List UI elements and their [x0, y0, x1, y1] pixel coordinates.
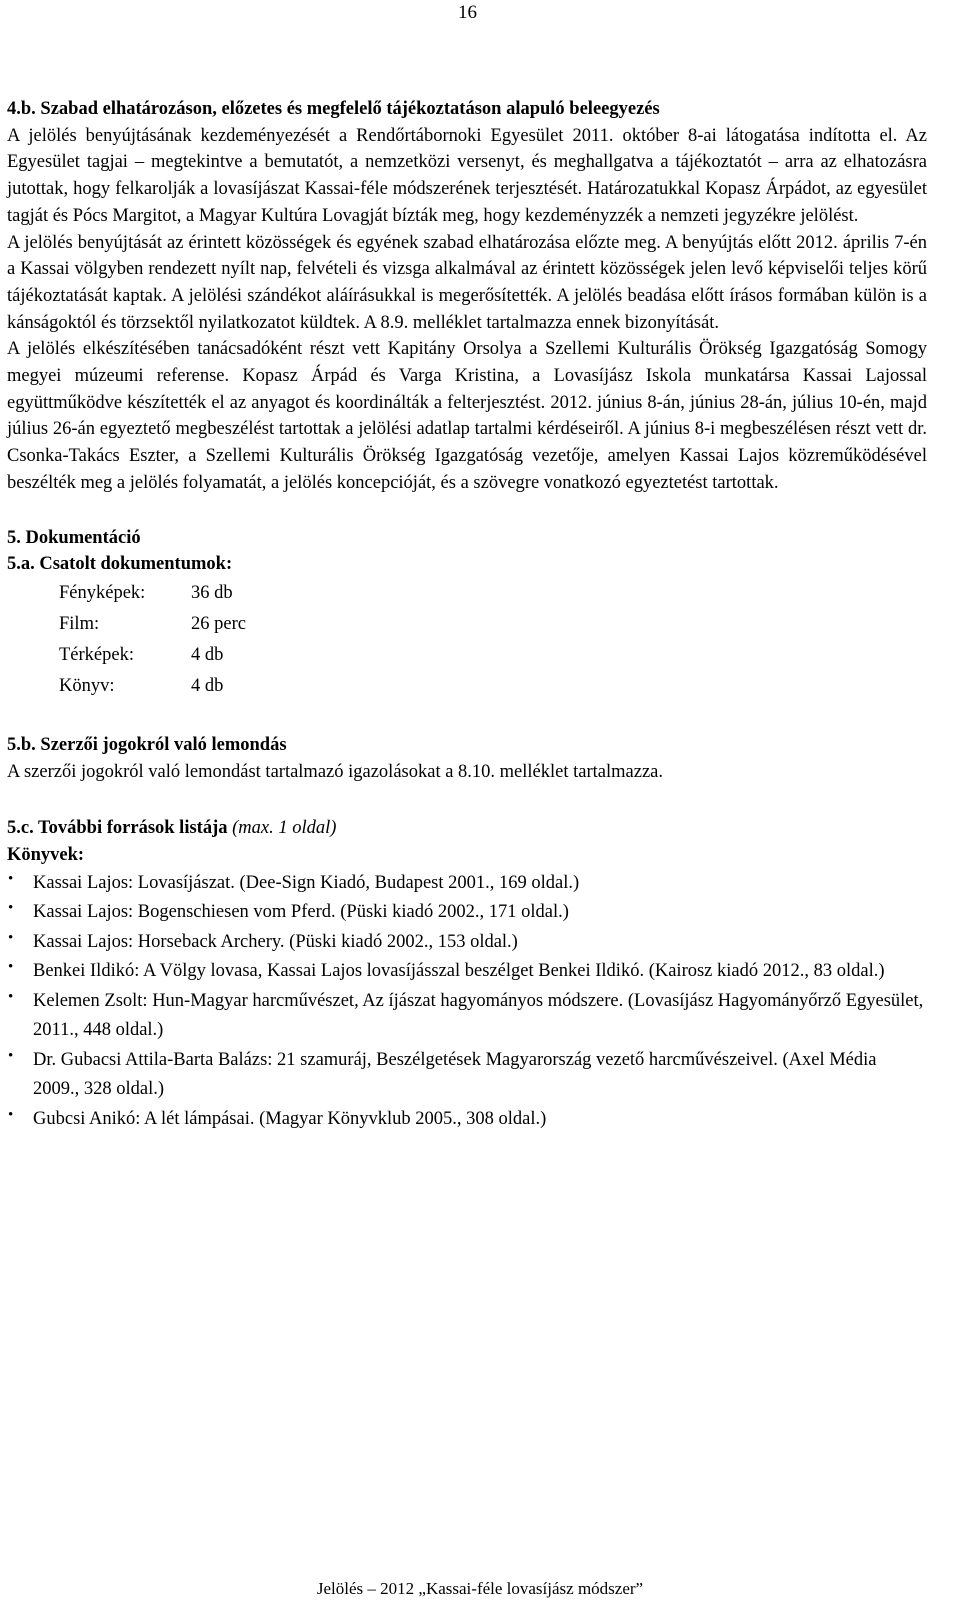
- list-item: [7, 898, 927, 928]
- section-5a-heading: 5.a. Csatolt dokumentumok:: [7, 554, 233, 575]
- bullet-icon: •: [8, 1106, 14, 1123]
- section-4b-paragraph-2: A jelölés benyújtását az érintett közösségek és egyének szabad elhatározása előzte meg. A benyújtás előtt 2012. április 7-én a Kassai völgyben rendezett nyílt nap, felvételi és vizsga alkalmával az érintett közösségek jelen levő képviselői teljes körű tájékoztatását kaptak. A jelölési szándékot aláírásukkal is megerősítették. A jelölés beadása előtt írásos formában külön is a kánságoktól és törzsektől nyilatkozatot küldtek. A 8.9. melléklet tartalmazza ennek bizonyítását.: [7, 232, 927, 333]
- book-entry: Kassai Lajos: Horseback Archery. (Püski kiadó 2002., 153 oldal.): [33, 931, 518, 952]
- books-list: [7, 869, 927, 1135]
- section-5-heading: 5. Dokumentáció: [7, 527, 141, 548]
- bullet-icon: •: [8, 1047, 14, 1064]
- document-label: Fényképek:: [59, 583, 146, 604]
- document-row: [59, 640, 927, 671]
- list-item: [7, 987, 927, 1046]
- document-value: 4 db: [191, 645, 224, 666]
- section-4b-paragraph-3: A jelölés elkészítésében tanácsadóként részt vett Kapitány Orsolya a Szellemi Kulturális Örökség Igazgatóság Somogy megyei múzeumi referense. Kopasz Árpád és Varga Kristina, a Lovasíjász Iskola munkatársa Kassai Lajossal együttműködve készítették el az anyagot és koordinálták a felterjesztést. 2012. június 8-án, június 28-án, július 10-én, majd július 26-án egyeztető megbeszélést tartottak a jelölési adatlap tartalmi kérdéseiről. A június 8-i megbeszélésen részt vett dr. Csonka-Takács Eszter, a Szellemi Kulturális Örökség Igazgatóság vezetője, amelyen Kassai Lajos közreműködésével beszélték meg a jelölés folyamatát, a jelölés koncepcióját, és a szövegre vonatkozó egyeztetést tartottak.: [7, 339, 927, 493]
- document-label: Könyv:: [59, 676, 115, 697]
- bullet-icon: •: [8, 900, 14, 917]
- list-item: [7, 1046, 927, 1105]
- list-item: [7, 957, 927, 987]
- book-entry: Kassai Lajos: Lovasíjászat. (Dee-Sign Kiadó, Budapest 2001., 169 oldal.): [33, 872, 580, 893]
- list-item: [7, 1105, 927, 1135]
- bullet-icon: •: [8, 988, 14, 1005]
- attached-documents-list: [59, 578, 927, 702]
- document-value: 4 db: [191, 676, 224, 697]
- spacer: [7, 497, 927, 525]
- book-entry: Gubcsi Anikó: A lét lámpásai. (Magyar Könyvklub 2005., 308 oldal.): [33, 1108, 547, 1129]
- section-5c-heading: [7, 815, 927, 842]
- bullet-icon: •: [8, 870, 14, 887]
- section-5c-note: (max. 1 oldal): [232, 818, 337, 839]
- book-entry: Benkei Ildikó: A Völgy lovasa, Kassai Lajos lovasíjásszal beszélget Benkei Ildikó. (Kairosz kiadó 2012., 83 oldal.): [33, 961, 885, 982]
- section-5b-heading: 5.b. Szerzői jogokról való lemondás: [7, 734, 287, 755]
- page-content: [7, 96, 927, 1134]
- section-4b-paragraph-1: A jelölés benyújtásának kezdeményezését a Rendőrtábornoki Egyesület 2011. október 8-ai látogatása indította el. Az Egyesület tagjai – megtekintve a bemutatót, a nemzetközi versenyt, és meghallgatva a tájékoztatót – arra az elhatozásra jutottak, hogy felkarolják a lovasíjászat Kassai-féle módszerének terjesztését. Határozatukkal Kopasz Árpádot, az egyesület tagját és Pócs Margitot, a Magyar Kultúra Lovagját bízták meg, hogy kezdeményzzék a nemzeti jegyzékre jelölést.: [7, 125, 927, 226]
- list-item: [7, 928, 927, 958]
- book-entry: Kelemen Zsolt: Hun-Magyar harcművészet, Az íjászat hagyományos módszere. (Lovasíjász Hagyományőrző Egyesület, 2011., 448 oldal.): [33, 990, 924, 1041]
- spacer: [7, 702, 927, 732]
- document-value: 26 perc: [191, 614, 246, 635]
- spacer: [7, 785, 927, 815]
- section-4b-heading: 4.b. Szabad elhatározáson, előzetes és megfelelő tájékoztatáson alapuló beleegyezés: [7, 99, 660, 119]
- bullet-icon: •: [8, 929, 14, 946]
- section-5b-text: A szerzői jogokról való lemondást tartalmazó igazolásokat a 8.10. melléklet tartalmazza.: [7, 761, 663, 782]
- books-heading: Könyvek:: [7, 845, 85, 866]
- page-footer: Jelölés – 2012 „Kassai-féle lovasíjász módszer”: [316, 1579, 644, 1598]
- document-label: Térképek:: [59, 645, 134, 666]
- section-5c-title: 5.c. További források listája: [7, 818, 228, 839]
- bullet-icon: •: [8, 959, 14, 976]
- list-item: [7, 869, 927, 899]
- page-number: 16: [458, 2, 477, 23]
- book-entry: Dr. Gubacsi Attila-Barta Balázs: 21 szamuráj, Beszélgetések Magyarország vezető harcművészeivel. (Axel Média 2009., 328 oldal.): [33, 1049, 877, 1100]
- document-row: [59, 671, 927, 702]
- book-entry: Kassai Lajos: Bogenschiesen vom Pferd. (Püski kiadó 2002., 171 oldal.): [33, 902, 569, 923]
- document-row: [59, 609, 927, 640]
- document-label: Film:: [59, 614, 100, 635]
- document-value: 36 db: [191, 583, 233, 604]
- document-row: [59, 578, 927, 609]
